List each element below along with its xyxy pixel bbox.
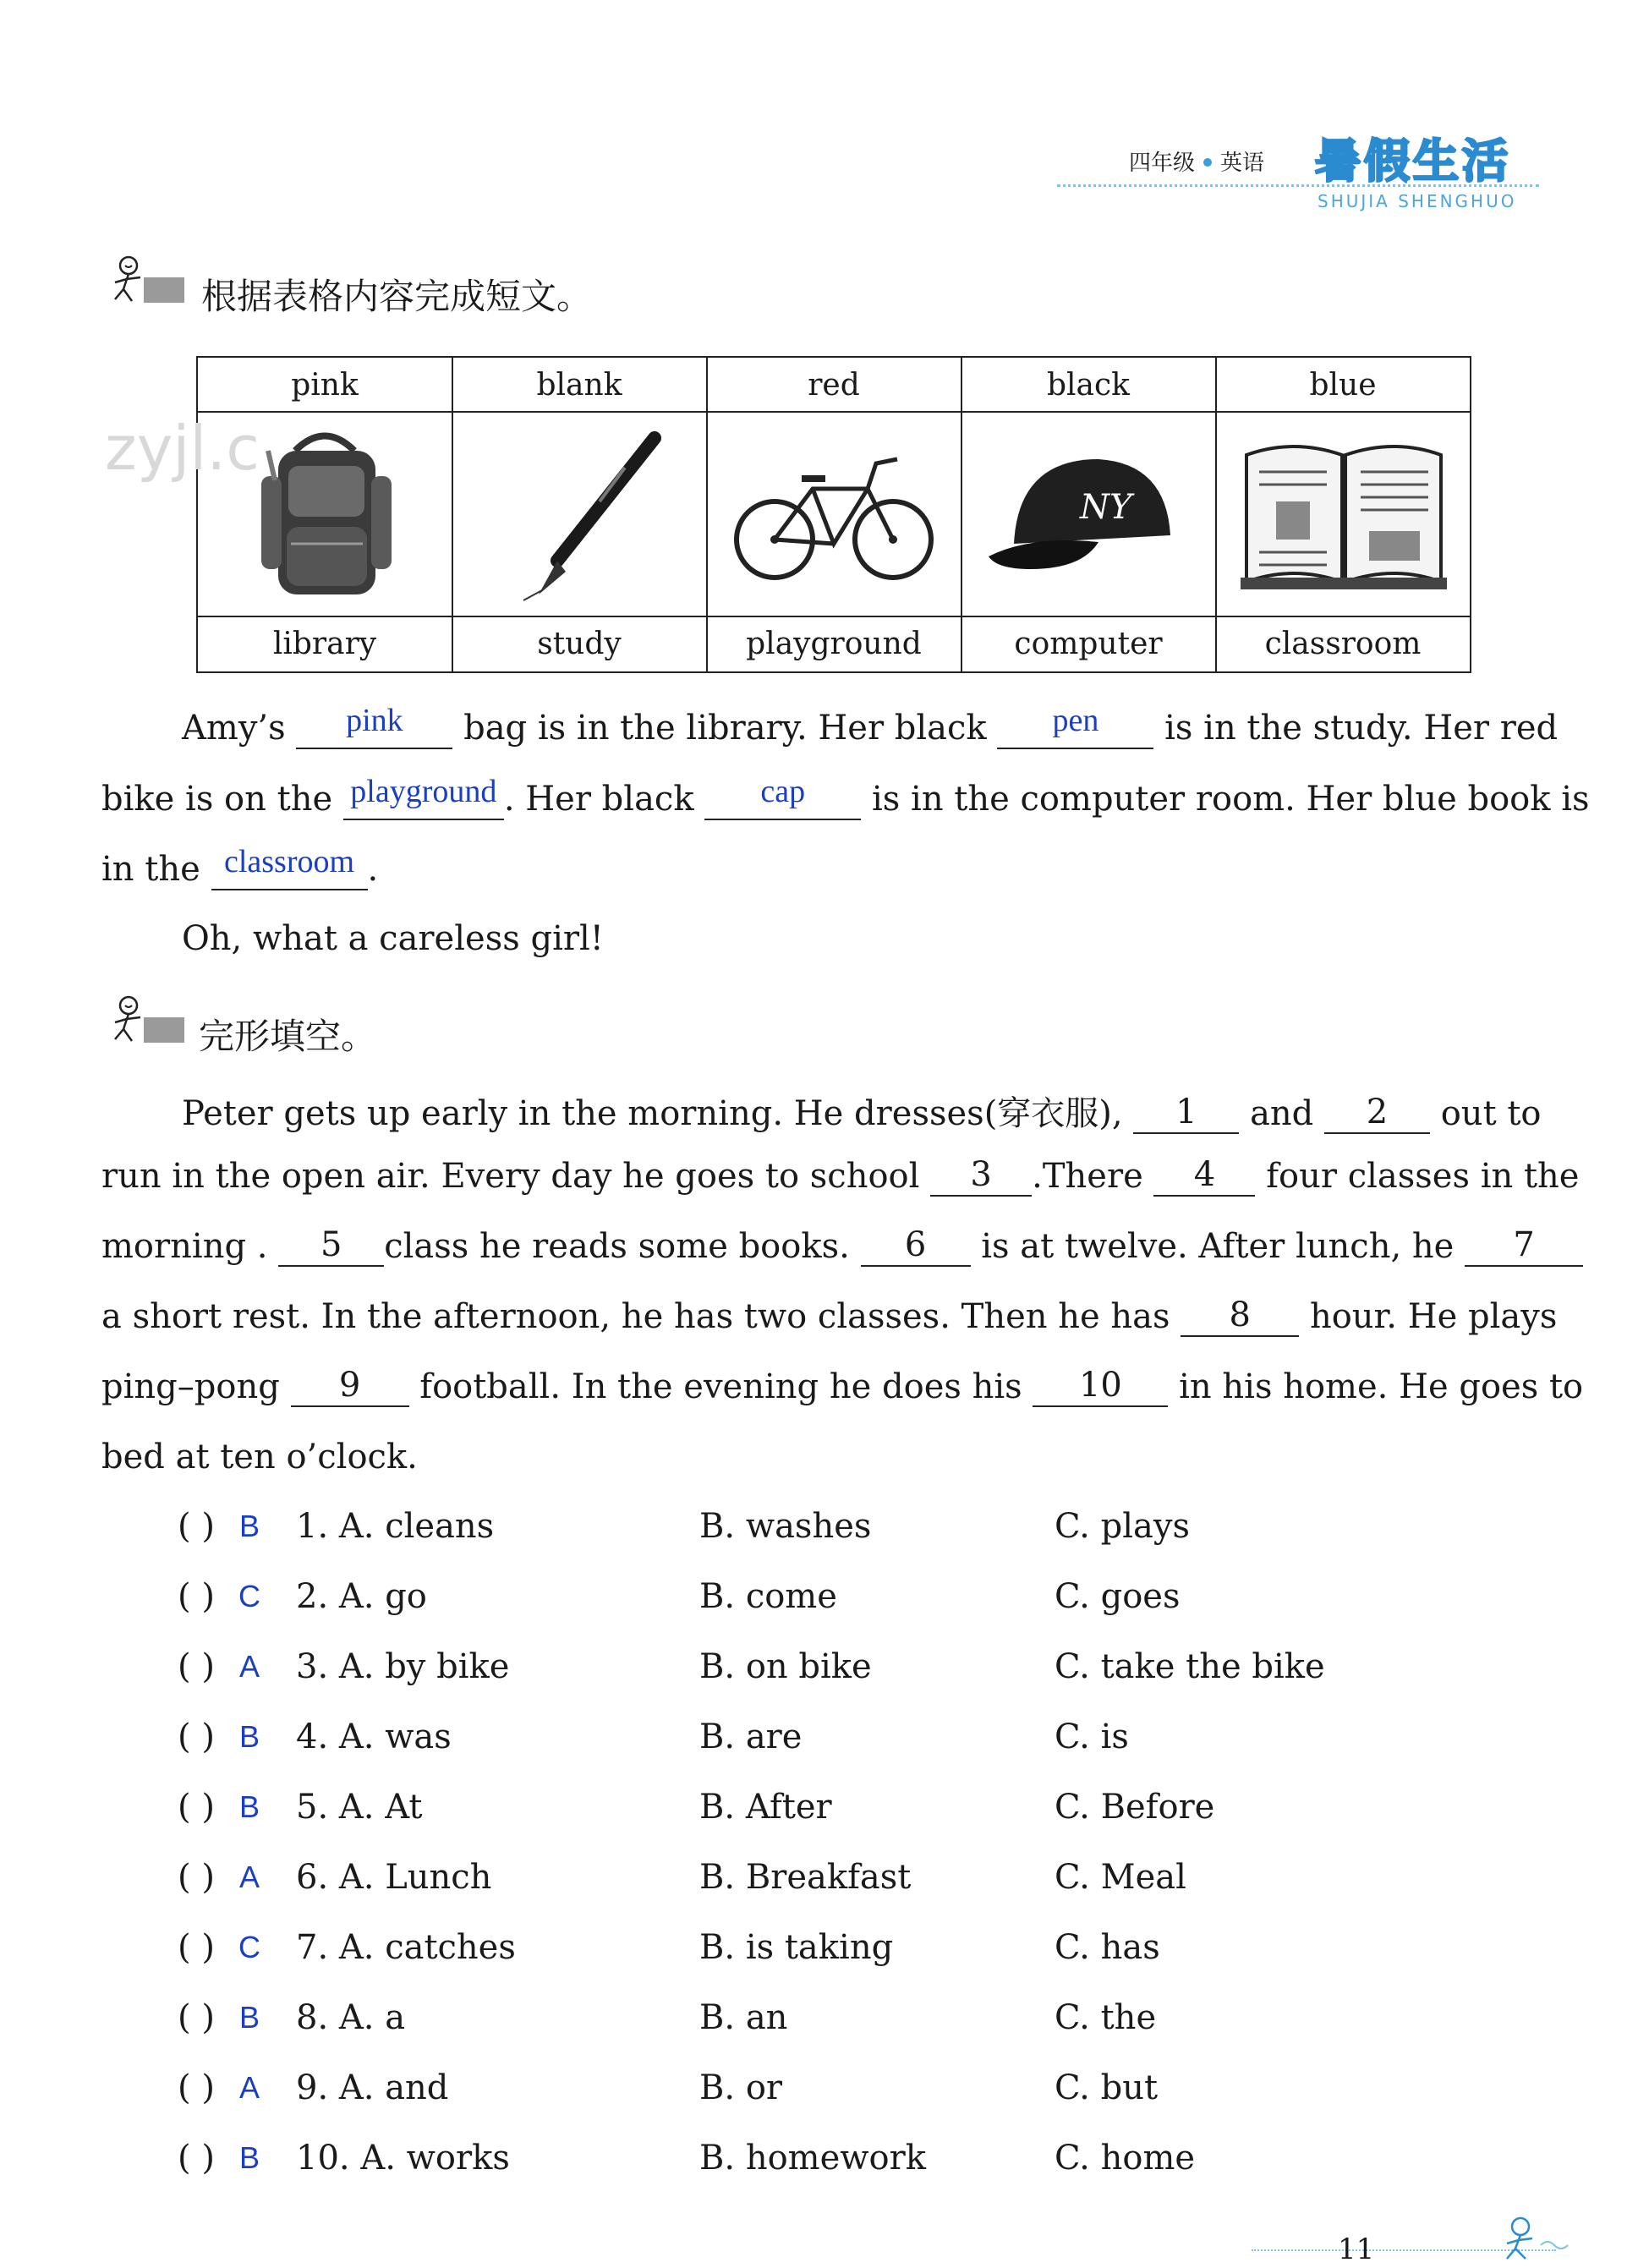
cloze-blank [1324,1095,1430,1134]
watermark: zyjl.c [105,413,260,484]
option-a: 3. A. by bike [296,1647,510,1686]
passage1-line3 [101,844,379,890]
chosen-answer: C [238,1579,260,1613]
cloze-line1 [182,1087,1542,1135]
answer-parentheses: ( ) [178,2139,215,2178]
option-c: C. Before [1055,1788,1215,1827]
svg-text:NY: NY [1080,488,1132,527]
table-color-cell: black [1047,368,1130,403]
answer-parentheses: ( ) [178,1998,215,2037]
option-a: 8. A. a [296,1998,406,2037]
bag-icon [244,417,405,611]
cloze-blank [1181,1298,1299,1337]
passage-text: in his home. He goes to [1179,1367,1584,1406]
chosen-answer: A [238,1649,260,1684]
option-a: 9. A. and [296,2068,449,2107]
chosen-answer: B [238,2140,260,2175]
option-a: 10. A. works [296,2139,510,2178]
passage-text: and [1250,1094,1314,1133]
header-divider [1057,184,1539,187]
passage-text: a short rest. In the afternoon, he has two classes. Then he has [101,1297,1170,1336]
answer-text: classroom [223,844,355,879]
answer-text: pen [1052,703,1099,738]
cloze-line2 [101,1157,1579,1197]
header-subject: 英语 [1220,151,1265,176]
passage-text: . [367,850,379,889]
blank-number: 3 [970,1155,992,1194]
table-color-cell: blank [536,368,622,403]
passage-text: four classes in the [1266,1157,1580,1196]
answer-parentheses: ( ) [178,1647,215,1686]
table-place-cell: computer [1014,627,1163,661]
option-a: 2. A. go [296,1577,427,1616]
option-a: 6. A. Lunch [296,1858,492,1897]
blank-number: 1 [1175,1093,1197,1131]
passage-text: run in the open air. Every day he goes to school [101,1157,920,1196]
section1-heading-icon [103,254,188,304]
option-b: B. are [699,1717,803,1756]
chosen-answer: B [238,1509,260,1543]
chosen-answer: A [238,2070,260,2105]
answer-parentheses: ( ) [178,1717,215,1756]
passage-text: out to [1440,1094,1542,1133]
passage-text: hour. He plays [1309,1297,1558,1336]
blank-number: 5 [320,1225,342,1264]
table-place-cell: library [272,627,377,661]
header-grade: 四年级 [1129,151,1196,176]
passage1-line4: Oh, what a careless girl! [182,919,604,958]
header-pinyin: SHUJIA SHENGHUO [1318,191,1517,211]
answer-text: cap [760,774,806,809]
option-a: 1. A. cleans [296,1507,495,1546]
option-c: C. goes [1055,1577,1181,1616]
option-b: B. homework [699,2139,926,2178]
answer-text: playground [350,774,497,809]
table-color-cell: pink [291,368,359,403]
answer-blank [211,844,368,890]
section2-title: 完形填空。 [199,1016,377,1057]
option-b: B. Breakfast [699,1858,912,1897]
answer-parentheses: ( ) [178,1507,215,1546]
option-b: B. or [699,2068,783,2107]
chosen-answer: C [238,1930,260,1964]
answer-blank [296,703,452,749]
cloze-blank [861,1225,971,1267]
option-c: C. home [1055,2139,1196,2178]
passage-text: is at twelve. After lunch, he [981,1227,1455,1266]
cloze-blank [1133,1095,1239,1134]
option-b: B. an [699,1998,788,2037]
option-c: C. but [1055,2068,1159,2107]
blank-number: 9 [338,1366,361,1405]
option-a: 7. A. catches [296,1928,516,1967]
option-a: 4. A. was [296,1717,452,1756]
option-b: B. is taking [699,1928,894,1967]
option-b: B. on bike [699,1647,872,1686]
option-c: C. is [1055,1717,1129,1756]
passage-text: Peter gets up early in the morning. He dresses(穿衣服), [182,1094,1123,1133]
blank-number: 8 [1229,1296,1251,1334]
table-color-cell: red [808,368,860,403]
cloze-line3 [101,1227,1583,1267]
section1-title: 根据表格内容完成短文。 [201,276,593,317]
chosen-answer: B [238,1719,260,1754]
blank-number: 7 [1513,1225,1535,1264]
cloze-blank [1153,1155,1255,1197]
passage-text: bike is on the [101,780,333,819]
table-color-cell: blue [1309,368,1377,403]
passage-text: bag is in the library. Her black [463,709,987,748]
passage-text: is in the study. Her red [1164,709,1559,748]
passage-text: .There [1032,1157,1143,1196]
header-dot-icon [1203,158,1212,167]
blank-number: 4 [1193,1155,1216,1194]
answer-blank [343,774,504,820]
cloze-line6: bed at ten o’clock. [101,1438,418,1476]
cloze-blank [1033,1368,1168,1407]
passage1-line1 [182,703,1559,749]
option-c: C. plays [1055,1507,1190,1546]
passage-text: Amy’s [182,709,286,748]
pen-icon [498,421,667,607]
cloze-blank [930,1155,1032,1197]
answer-parentheses: ( ) [178,2068,215,2107]
page-number: 11 [1338,2232,1375,2266]
cloze-line5 [101,1367,1583,1407]
header-meta [1129,145,1264,177]
table-place-cell: study [537,627,622,661]
passage-text: class he reads some books. [384,1227,850,1266]
cap-icon [980,442,1200,594]
table-place-cell: classroom [1264,627,1422,661]
option-c: C. Meal [1055,1858,1186,1897]
book-icon [1234,421,1454,607]
cloze-line4 [101,1297,1557,1337]
blank-number: 6 [904,1225,927,1264]
option-c: C. has [1055,1928,1160,1967]
footer-mascot-icon [1497,2211,1573,2262]
passage-text: football. In the evening he does his [419,1367,1022,1406]
cloze-blank [1465,1225,1583,1267]
passage-text: morning . [101,1227,268,1266]
passage-text: in the [101,850,200,889]
option-c: C. the [1055,1998,1157,2037]
cloze-blank [291,1368,409,1407]
passage1-line2 [101,774,1590,820]
option-c: C. take the bike [1055,1647,1325,1686]
chosen-answer: B [238,2000,260,2035]
table-place-cell: playground [746,627,922,661]
section2-heading-icon [103,994,188,1044]
passage-text: is in the computer room. Her blue book is [872,780,1590,819]
chosen-answer: A [238,1860,260,1894]
answer-parentheses: ( ) [178,1928,215,1967]
answer-blank [704,774,861,820]
blank-number: 10 [1078,1366,1122,1405]
option-b: B. washes [699,1507,872,1546]
header-title: 暑假生活 [1315,134,1511,188]
answer-blank [997,703,1153,749]
blank-number: 2 [1366,1093,1389,1131]
answer-text: pink [346,703,403,738]
items-table [105,356,1471,673]
bike-icon [732,438,935,599]
answer-parentheses: ( ) [178,1577,215,1616]
cloze-blank [278,1225,384,1267]
answer-parentheses: ( ) [178,1858,215,1897]
option-b: B. After [699,1788,832,1827]
chosen-answer: B [238,1789,260,1824]
passage-text: ping–pong [101,1367,280,1406]
option-a: 5. A. At [296,1788,423,1827]
passage-text: . Her black [503,780,694,819]
answer-parentheses: ( ) [178,1788,215,1827]
option-b: B. come [699,1577,837,1616]
